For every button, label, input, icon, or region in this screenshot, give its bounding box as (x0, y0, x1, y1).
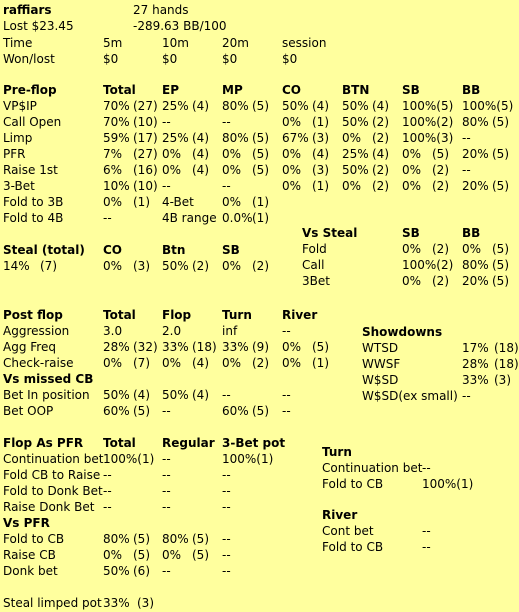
preflop-cell: (4) (192, 163, 209, 177)
fold-4bet-cell: (1) (252, 211, 269, 225)
lost-amount: Lost $23.45 (3, 19, 74, 33)
preflop-cell: -- (162, 115, 171, 129)
won-lost-cell: $0 (162, 52, 178, 66)
preflop-cell: (27) (133, 99, 158, 113)
postflop-cell: (7) (133, 356, 150, 370)
vs-steal-cell: (5) (492, 242, 509, 256)
preflop-cell: (4) (192, 147, 209, 161)
preflop-cell: 0% (402, 147, 422, 161)
hands-count: 27 hands (133, 3, 189, 17)
flop-pfr-header: Flop As PFR (3, 436, 84, 450)
preflop-header: Total (103, 83, 136, 97)
preflop-cell: (2) (372, 115, 389, 129)
postflop-cell: 2.0 (162, 324, 182, 338)
flop-pfr-header: 3-Bet pot (222, 436, 286, 450)
postflop-cell: Agg Freq (3, 340, 56, 354)
preflop-header: BB (462, 83, 481, 97)
preflop-cell: 100%(5) (462, 99, 514, 113)
preflop-cell: (4) (312, 147, 329, 161)
vs-steal-cell: 80% (462, 258, 489, 272)
preflop-cell: (10) (133, 179, 158, 193)
vs-steal-cell: 100%(2) (402, 258, 454, 272)
postflop-cell: 0% (282, 340, 302, 354)
preflop-cell: 20% (462, 147, 489, 161)
preflop-cell: 10% (103, 179, 130, 193)
river-value: -- (422, 524, 431, 538)
preflop-cell: 67% (282, 131, 309, 145)
flop-pfr-cell: -- (162, 484, 171, 498)
steal-limped-count: (3) (137, 596, 154, 610)
preflop-cell: 50% (342, 99, 369, 113)
steal-value: (7) (40, 259, 57, 273)
flop-pfr-cell: -- (222, 500, 231, 514)
preflop-cell: (27) (133, 147, 158, 161)
steal-value: (2) (192, 259, 209, 273)
preflop-cell: -- (462, 131, 471, 145)
vs-pfr-cell: 80% (162, 532, 189, 546)
fold-3bet-cell: (1) (252, 195, 269, 209)
missed-cb-cell: 60% (103, 404, 130, 418)
preflop-cell: 25% (162, 131, 189, 145)
preflop-cell: 25% (342, 147, 369, 161)
postflop-cell: 33% (162, 340, 189, 354)
postflop-cell: (5) (312, 340, 329, 354)
preflop-header: Pre-flop (3, 83, 57, 97)
postflop-cell: 0% (162, 356, 182, 370)
steal-value: 0% (222, 259, 242, 273)
preflop-cell: 100%(3) (402, 131, 454, 145)
preflop-cell: 0% (162, 163, 182, 177)
flop-pfr-cell: -- (103, 484, 112, 498)
vs-pfr-cell: (5) (133, 548, 150, 562)
steal-value: 50% (162, 259, 189, 273)
postflop-cell: Check-raise (3, 356, 74, 370)
won-lost-cell: $0 (103, 52, 119, 66)
postflop-cell: Aggression (3, 324, 70, 338)
flop-pfr-cell: -- (162, 500, 171, 514)
vs-steal-cell: 3Bet (302, 274, 330, 288)
postflop-cell: (2) (252, 356, 269, 370)
river-title: River (322, 508, 358, 522)
vs-steal-cell: 20% (462, 274, 489, 288)
preflop-cell: (3) (312, 163, 329, 177)
postflop-cell: inf (222, 324, 238, 338)
postflop-cell: 0% (282, 356, 302, 370)
fold-3bet-cell: 0% (222, 195, 242, 209)
showdown-label: WWSF (362, 357, 401, 371)
preflop-header: SB (402, 83, 420, 97)
postflop-cell: -- (282, 324, 291, 338)
preflop-cell: (4) (192, 99, 209, 113)
preflop-cell: (5) (492, 179, 509, 193)
preflop-cell: (4) (192, 131, 209, 145)
preflop-cell: (16) (133, 163, 158, 177)
won-lost-cell: $0 (222, 52, 238, 66)
time-header: session (282, 36, 327, 50)
vs-steal-cell: 0% (462, 242, 482, 256)
preflop-cell: 0% (222, 147, 242, 161)
flop-pfr-cell: -- (162, 452, 171, 466)
missed-cb-cell: (5) (133, 404, 150, 418)
preflop-cell: (2) (372, 163, 389, 177)
preflop-cell: 70% (103, 99, 130, 113)
preflop-cell: -- (222, 179, 231, 193)
river-value: -- (422, 540, 431, 554)
flop-pfr-cell: -- (222, 484, 231, 498)
preflop-cell: (2) (372, 131, 389, 145)
preflop-cell: 0% (342, 179, 362, 193)
vs-pfr-cell: Donk bet (3, 564, 58, 578)
postflop-header: Flop (162, 308, 192, 322)
fold-3bet-cell: 4-Bet (162, 195, 194, 209)
postflop-cell: (4) (192, 356, 209, 370)
postflop-header: Turn (222, 308, 252, 322)
missed-cb-cell: (4) (133, 388, 150, 402)
steal-value: (2) (252, 259, 269, 273)
showdown-value: 28% (462, 357, 489, 371)
steal-limped-label: Steal limped pot (3, 596, 102, 610)
steal-limped-value: 33% (103, 596, 130, 610)
showdown-label: WTSD (362, 341, 399, 355)
preflop-cell: 0% (402, 163, 422, 177)
showdowns-title: Showdowns (362, 325, 443, 339)
vs-pfr-cell: 0% (103, 548, 123, 562)
river-label: Fold to CB (322, 540, 384, 554)
preflop-cell: (5) (492, 147, 509, 161)
preflop-cell: 59% (103, 131, 130, 145)
vs-pfr-cell: (6) (133, 564, 150, 578)
missed-cb-cell: 60% (222, 404, 249, 418)
flop-pfr-cell: -- (222, 468, 231, 482)
preflop-cell: (3) (312, 131, 329, 145)
vs-pfr-cell: (5) (192, 548, 209, 562)
vs-steal-header: BB (462, 226, 481, 240)
preflop-cell: (4) (312, 99, 329, 113)
vs-pfr-cell: 80% (103, 532, 130, 546)
preflop-cell: -- (162, 179, 171, 193)
vs-steal-cell: (5) (492, 258, 509, 272)
vs-steal-header: SB (402, 226, 420, 240)
preflop-cell: 0% (222, 163, 242, 177)
missed-cb-cell: (5) (252, 404, 269, 418)
won-lost-cell: Won/lost (3, 52, 55, 66)
vs-steal-cell: 0% (402, 274, 422, 288)
steal-header: SB (222, 243, 240, 257)
time-header: Time (3, 36, 33, 50)
missed-cb-cell: Bet In position (3, 388, 90, 402)
preflop-cell: 50% (282, 99, 309, 113)
preflop-cell: 0% (162, 147, 182, 161)
preflop-header: BTN (342, 83, 370, 97)
preflop-cell: 25% (162, 99, 189, 113)
flop-pfr-header: Total (103, 436, 136, 450)
showdown-count: (18) (494, 341, 519, 355)
bb-per-100: -289.63 BB/100 (133, 19, 227, 33)
preflop-cell: (5) (252, 163, 269, 177)
time-header: 20m (222, 36, 249, 50)
fold-3bet-cell: Fold to 3B (3, 195, 64, 209)
preflop-cell: (2) (372, 179, 389, 193)
time-header: 5m (103, 36, 123, 50)
flop-pfr-cell: Raise Donk Bet (3, 500, 95, 514)
preflop-cell: (5) (432, 147, 449, 161)
vs-pfr-cell: -- (222, 532, 231, 546)
preflop-cell: 0% (282, 115, 302, 129)
showdown-value: -- (462, 389, 471, 403)
missed-cb-title: Vs missed CB (3, 372, 94, 386)
vs-steal-cell: 0% (402, 242, 422, 256)
flop-pfr-cell: Fold CB to Raise (3, 468, 101, 482)
fold-4bet-cell: 4B range (162, 211, 217, 225)
fold-4bet-cell: 0.0% (222, 211, 253, 225)
flop-pfr-cell: 100%(1) (222, 452, 274, 466)
flop-pfr-cell: Continuation bet (3, 452, 104, 466)
turn-value: 100%(1) (422, 477, 474, 491)
flop-pfr-cell: Fold to Donk Bet (3, 484, 103, 498)
preflop-cell: 20% (462, 179, 489, 193)
river-label: Cont bet (322, 524, 374, 538)
missed-cb-cell: 50% (103, 388, 130, 402)
missed-cb-cell: -- (282, 388, 291, 402)
preflop-cell: (4) (372, 99, 389, 113)
showdown-label: W$SD (362, 373, 399, 387)
showdown-label: W$SD(ex small) (362, 389, 458, 403)
preflop-cell: 0% (282, 163, 302, 177)
steal-header: Btn (162, 243, 186, 257)
preflop-cell: 3-Bet (3, 179, 35, 193)
preflop-cell: (4) (372, 147, 389, 161)
vs-steal-cell: Fold (302, 242, 327, 256)
fold-4bet-cell: Fold to 4B (3, 211, 64, 225)
preflop-cell: 6% (103, 163, 123, 177)
flop-pfr-cell: 100%(1) (103, 452, 155, 466)
preflop-header: MP (222, 83, 243, 97)
missed-cb-cell: -- (162, 404, 171, 418)
turn-value: -- (422, 461, 431, 475)
flop-pfr-cell: -- (162, 468, 171, 482)
postflop-cell: (32) (133, 340, 158, 354)
missed-cb-cell: 50% (162, 388, 189, 402)
postflop-header: Post flop (3, 308, 63, 322)
vs-pfr-cell: Fold to CB (3, 532, 65, 546)
postflop-cell: 0% (222, 356, 242, 370)
steal-value: (3) (133, 259, 150, 273)
preflop-header: EP (162, 83, 179, 97)
preflop-cell: (17) (133, 131, 158, 145)
preflop-cell: (2) (432, 179, 449, 193)
steal-header: CO (103, 243, 123, 257)
vs-steal-cell: (5) (492, 274, 509, 288)
preflop-cell: 80% (462, 115, 489, 129)
fold-4bet-cell: -- (103, 211, 112, 225)
steal-value: 14% (3, 259, 30, 273)
preflop-cell: VP$IP (3, 99, 37, 113)
won-lost-cell: $0 (282, 52, 298, 66)
vs-pfr-title: Vs PFR (3, 516, 50, 530)
preflop-cell: 80% (222, 99, 249, 113)
preflop-cell: 70% (103, 115, 130, 129)
preflop-cell: 50% (342, 115, 369, 129)
turn-label: Continuation bet (322, 461, 423, 475)
missed-cb-cell: (4) (192, 388, 209, 402)
fold-3bet-cell: 0% (103, 195, 123, 209)
flop-pfr-header: Regular (162, 436, 215, 450)
flop-pfr-cell: -- (103, 500, 112, 514)
preflop-cell: (2) (432, 163, 449, 177)
vs-pfr-cell: -- (222, 548, 231, 562)
preflop-cell: 0% (402, 179, 422, 193)
missed-cb-cell: Bet OOP (3, 404, 54, 418)
turn-title: Turn (322, 445, 352, 459)
preflop-cell: 0% (342, 131, 362, 145)
preflop-cell: Raise 1st (3, 163, 58, 177)
vs-pfr-cell: -- (222, 564, 231, 578)
preflop-cell: 80% (222, 131, 249, 145)
vs-pfr-cell: 0% (162, 548, 182, 562)
postflop-cell: (18) (192, 340, 217, 354)
preflop-header: CO (282, 83, 302, 97)
preflop-cell: (1) (312, 115, 329, 129)
missed-cb-cell: -- (282, 404, 291, 418)
steal-header: Steal (total) (3, 243, 85, 257)
postflop-cell: 0% (103, 356, 123, 370)
preflop-cell: (5) (252, 131, 269, 145)
fold-3bet-cell: (1) (133, 195, 150, 209)
vs-steal-cell: Call (302, 258, 325, 272)
vs-pfr-cell: (5) (133, 532, 150, 546)
preflop-cell: (5) (252, 147, 269, 161)
flop-pfr-cell: -- (103, 468, 112, 482)
postflop-cell: (9) (252, 340, 269, 354)
vs-steal-cell: (2) (432, 274, 449, 288)
showdown-count: (3) (494, 373, 511, 387)
postflop-cell: 3.0 (103, 324, 123, 338)
preflop-cell: -- (462, 163, 471, 177)
postflop-header: Total (103, 308, 136, 322)
preflop-cell: Call Open (3, 115, 62, 129)
preflop-cell: 100%(5) (402, 99, 454, 113)
vs-pfr-cell: -- (162, 564, 171, 578)
preflop-cell: 0% (282, 179, 302, 193)
player-name: raffiars (3, 3, 52, 17)
preflop-cell: (10) (133, 115, 158, 129)
vs-pfr-cell: 50% (103, 564, 130, 578)
postflop-cell: 33% (222, 340, 249, 354)
vs-steal-header: Vs Steal (302, 226, 358, 240)
vs-pfr-cell: Raise CB (3, 548, 56, 562)
time-header: 10m (162, 36, 189, 50)
postflop-cell: 28% (103, 340, 130, 354)
showdown-value: 33% (462, 373, 489, 387)
postflop-cell: (1) (312, 356, 329, 370)
preflop-cell: PFR (3, 147, 26, 161)
turn-label: Fold to CB (322, 477, 384, 491)
vs-steal-cell: (2) (432, 242, 449, 256)
preflop-cell: 100%(2) (402, 115, 454, 129)
preflop-cell: 7% (103, 147, 123, 161)
showdown-count: (18) (494, 357, 519, 371)
vs-pfr-cell: (5) (192, 532, 209, 546)
preflop-cell: Limp (3, 131, 33, 145)
preflop-cell: 50% (342, 163, 369, 177)
postflop-header: River (282, 308, 318, 322)
preflop-cell: (5) (492, 115, 509, 129)
preflop-cell: (1) (312, 179, 329, 193)
showdown-value: 17% (462, 341, 489, 355)
steal-value: 0% (103, 259, 123, 273)
preflop-cell: 0% (282, 147, 302, 161)
preflop-cell: -- (222, 115, 231, 129)
preflop-cell: (5) (252, 99, 269, 113)
missed-cb-cell: -- (222, 388, 231, 402)
